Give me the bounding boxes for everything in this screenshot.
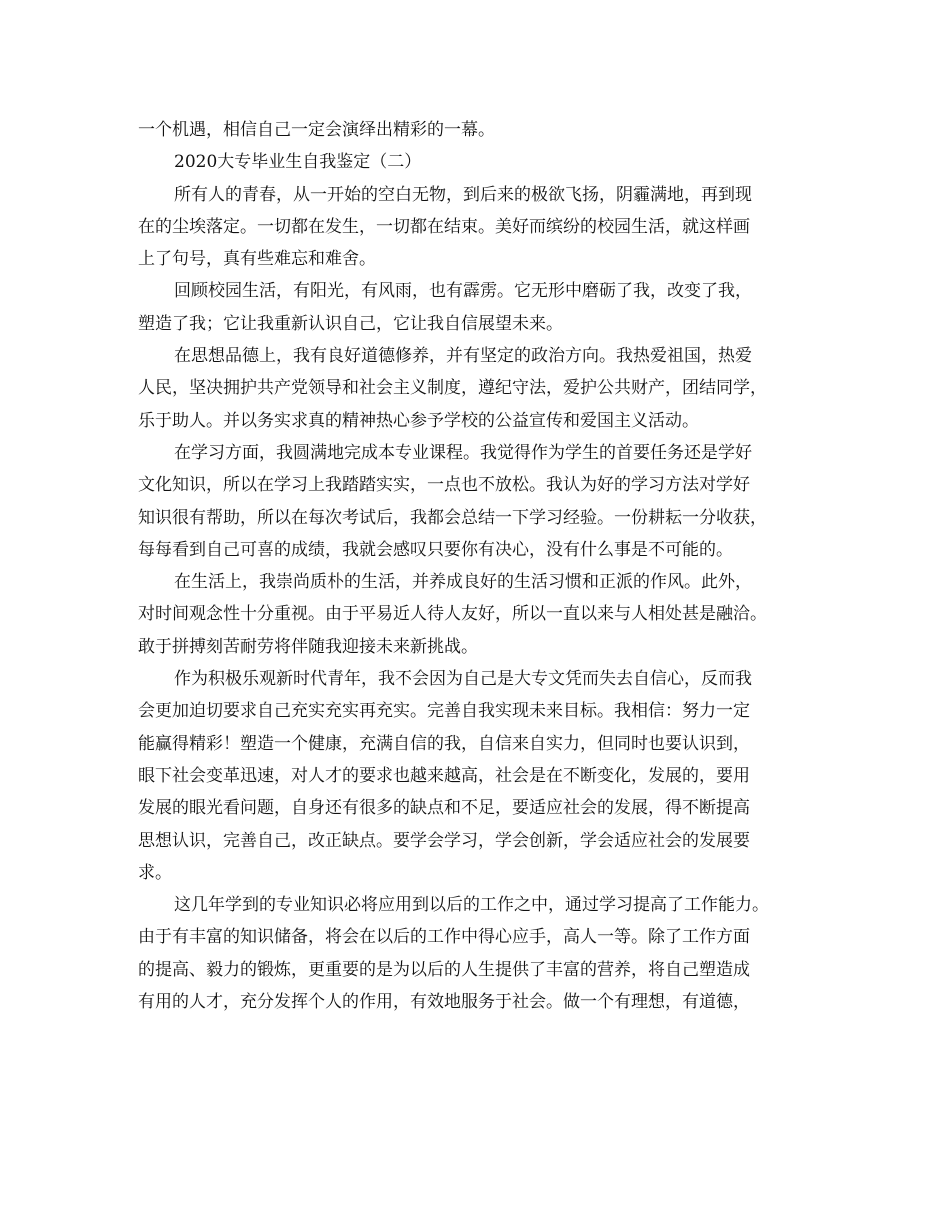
section-heading: 2020大专毕业生自我鉴定（二） — [174, 152, 422, 173]
paragraph-line: 思想认识，完善自己，改正缺点。要学会学习，学会创新，学会适应社会的发展要 — [138, 830, 750, 851]
paragraph-line: 的提高、毅力的锻炼，更重要的是为以后的人生提供了丰富的营养，将自己塑造成 — [138, 959, 750, 980]
paragraph-line: 能赢得精彩！塑造一个健康，充满自信的我，自信来自实力，但同时也要认识到， — [138, 733, 750, 754]
paragraph-line: 在的尘埃落定。一切都在发生，一切都在结束。美好而缤纷的校园生活，就这样画 — [138, 216, 750, 237]
paragraph-line: 乐于助人。并以务实求真的精神热心参予学校的公益宣传和爱国主义活动。 — [138, 410, 699, 431]
paragraph-line: 在思想品德上，我有良好道德修养，并有坚定的政治方向。我热爱祖国，热爱 — [174, 346, 752, 367]
document-body — [138, 114, 818, 1018]
paragraph-line: 有用的人才，充分发挥个人的作用，有效地服务于社会。做一个有理想，有道德， — [138, 992, 750, 1013]
paragraph-line: 求。 — [138, 862, 172, 883]
paragraph-line: 发展的眼光看问题，自身还有很多的缺点和不足，要适应社会的发展，得不断提高 — [138, 798, 750, 819]
paragraph-line: 作为积极乐观新时代青年，我不会因为自己是大专文凭而失去自信心，反而我 — [174, 669, 752, 690]
text-line-continuation: 一个机遇，相信自己一定会演绎出精彩的一幕。 — [138, 120, 495, 140]
paragraph-line: 塑造了我；它让我重新认识自己，它让我自信展望未来。 — [138, 313, 563, 334]
paragraph-line: 上了句号，真有些难忘和难舍。 — [138, 249, 376, 270]
paragraph-line: 回顾校园生活，有阳光，有风雨，也有霹雳。它无形中磨砺了我，改变了我， — [174, 281, 752, 302]
paragraph-line: 知识很有帮助，所以在每次考试后，我都会总结一下学习经验。一份耕耘一分收获， — [138, 507, 767, 528]
paragraph-line: 这几年学到的专业知识必将应用到以后的工作之中，通过学习提高了工作能力。 — [174, 895, 769, 916]
paragraph-line: 在学习方面，我圆满地完成本专业课程。我觉得作为学生的首要任务还是学好 — [174, 442, 752, 463]
paragraph-line: 文化知识，所以在学习上我踏踏实实，一点也不放松。我认为好的学习方法对学好 — [138, 475, 750, 496]
paragraph-line: 对时间观念性十分重视。由于平易近人待人友好，所以一直以来与人相处甚是融洽。 — [138, 604, 767, 625]
paragraph-line: 敢于拼搏刻苦耐劳将伴随我迎接未来新挑战。 — [138, 636, 478, 657]
paragraph-line: 人民，坚决拥护共产党领导和社会主义制度，遵纪守法，爱护公共财产，团结同学， — [138, 378, 767, 399]
paragraph-line: 会更加迫切要求自己充实充实再充实。完善自我实现未来目标。我相信：努力一定 — [138, 701, 750, 722]
paragraph-line: 由于有丰富的知识储备，将会在以后的工作中得心应手，高人一等。除了工作方面 — [138, 927, 750, 948]
paragraph-line: 在生活上，我崇尚质朴的生活，并养成良好的生活习惯和正派的作风。此外， — [174, 572, 752, 593]
paragraph-line: 眼下社会变革迅速，对人才的要求也越来越高，社会是在不断变化，发展的，要用 — [138, 765, 750, 786]
paragraph-line: 每每看到自己可喜的成绩，我就会感叹只要你有决心，没有什么事是不可能的。 — [138, 539, 733, 560]
paragraph-line: 所有人的青春，从一开始的空白无物，到后来的极欲飞扬，阴霾满地，再到现 — [174, 184, 752, 205]
